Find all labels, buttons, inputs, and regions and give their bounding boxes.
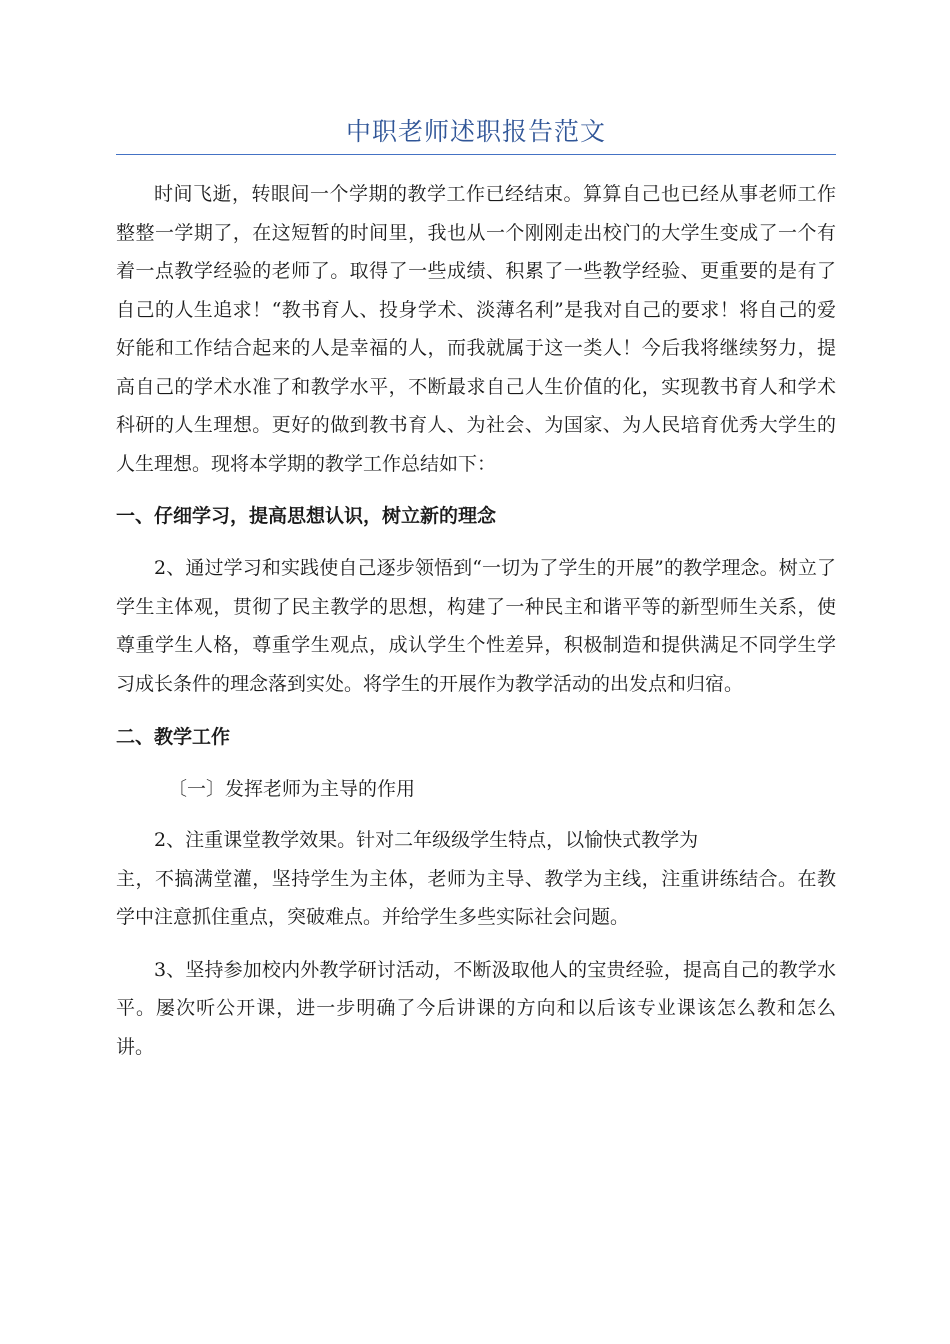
section-1-paragraph: 2、通过学习和实践使自己逐步领悟到“一切为了学生的开展”的教学理念。树立了学生主体观，贯彻了民主教学的思想，构建了一种民主和谐平等的新型师生关系，使尊重学生人格，尊重学生观点，成认学生个性差异，积极制造和提供满足不同学生学习成长条件的理念落到实处。将学生的开展作为教学活动的出发点和归宿。 [116,557,836,695]
section-1-heading: 一、仔细学习，提高思想认识，树立新的理念 [116,505,497,527]
section-2-paragraph-a-rest: 主，不搞满堂灌，坚持学生为主体，老师为主导、教学为主线，注重讲练结合。在教学中注意抓住重点，突破难点。并给学生多些实际社会问题。 [116,867,836,928]
section-2-paragraph-a-line1: 2、注重课堂教学效果。针对二年级级学生特点，以愉快式教学为 [154,829,699,851]
document-title: 中职老师述职报告范文 [116,112,836,155]
section-2-heading: 二、教学工作 [116,726,231,748]
section-2-subheading: 〔一〕发挥老师为主导的作用 [168,778,416,800]
section-2-paragraph-a [116,821,836,937]
section-2-paragraph-b: 3、坚持参加校内外教学研讨活动，不断汲取他人的宝贵经验，提高自己的教学水平。屡次听公开课，进一步明确了今后讲课的方向和以后该专业课该怎么教和怎么讲。 [116,958,836,1058]
document-page [116,112,836,1066]
intro-paragraph: 时间飞逝，转眼间一个学期的教学工作已经结束。算算自己也已经从事老师工作整整一学期了，在这短暂的时间里，我也从一个刚刚走出校门的大学生变成了一个有着一点教学经验的老师了。取得了一些成绩、积累了一些教学经验、更重要的是有了自己的人生追求！“教书育人、投身学术、淡薄名利”是我对自己的要求！将自己的爱好能和工作结合起来的人是幸福的人，而我就属于这一类人！今后我将继续努力，提高自己的学术水准了和教学水平，不断最求自己人生价值的化，实现教书育人和学术科研的人生理想。更好的做到教书育人、为社会、为国家、为人民培育优秀大学生的人生理想。现将本学期的教学工作总结如下： [116,183,836,475]
